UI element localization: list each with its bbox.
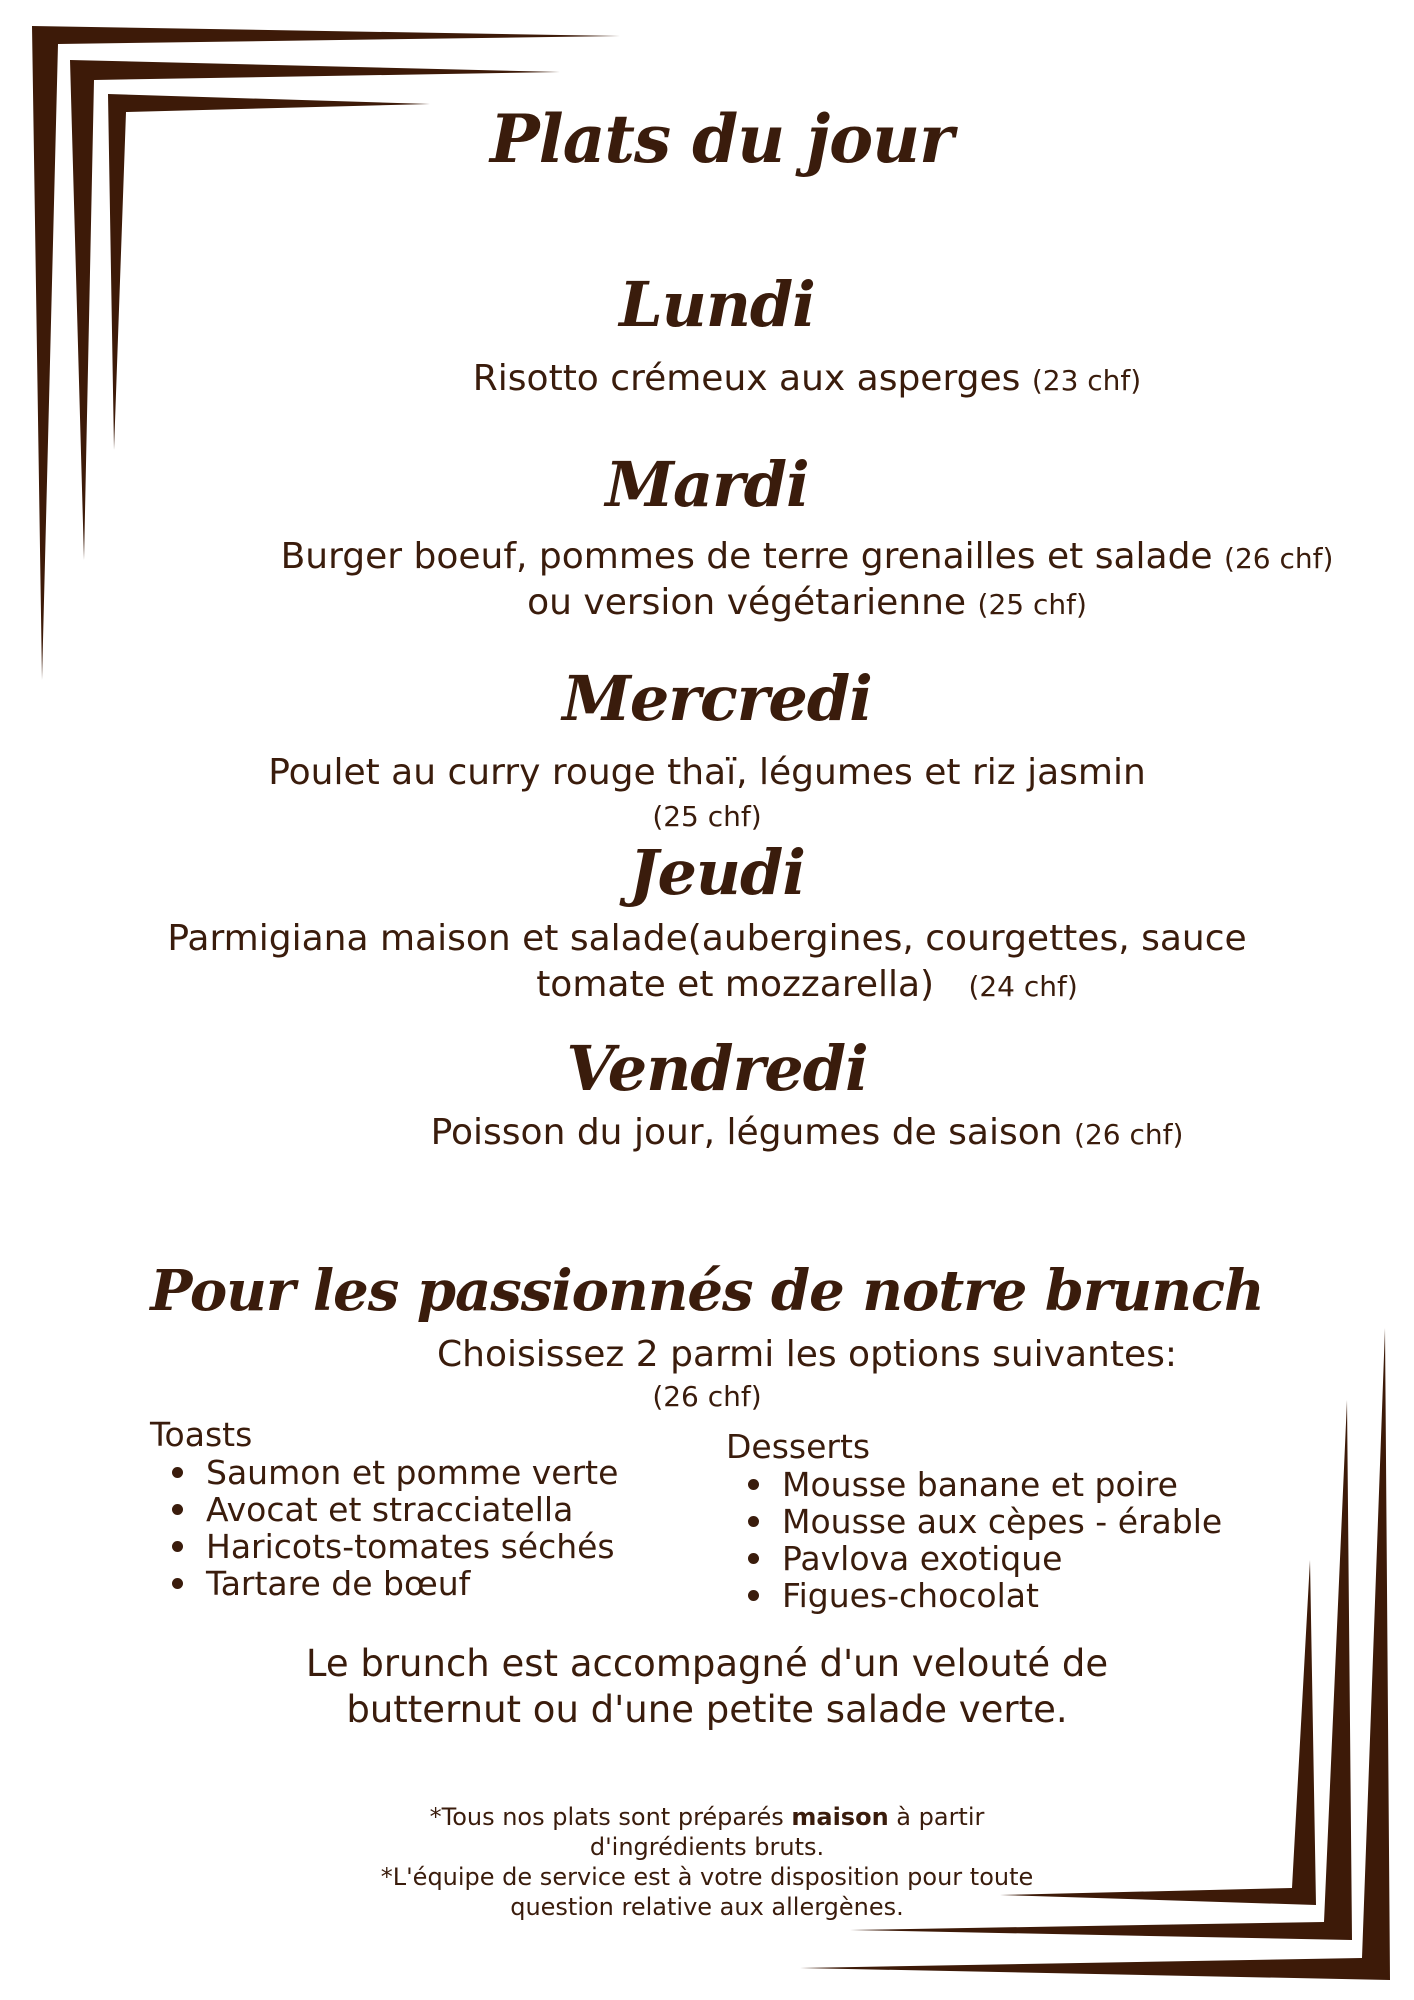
brunch-accompaniment-line-2: butternut ou d'une petite salade verte. xyxy=(346,1688,1068,1731)
bullet-icon xyxy=(172,1467,183,1478)
dish-line-jeudi-1 xyxy=(0,918,1414,959)
footnote-allergens: *L'équipe de service est à votre disposition pour toute xyxy=(380,1863,1034,1891)
desserts-heading: Desserts xyxy=(726,1427,871,1466)
bullet-icon xyxy=(748,1553,759,1564)
dish-name: Burger boeuf, pommes de terre grenailles et salade xyxy=(280,536,1213,577)
bullet-icon xyxy=(172,1504,183,1515)
dish-name: tomate et mozzarella) xyxy=(536,964,935,1005)
dish-line-mardi-1 xyxy=(0,536,1414,577)
footnote-homemade xyxy=(0,1802,1414,1832)
list-item: Tartare de bœuf xyxy=(150,1565,618,1602)
day-heading-mercredi: Mercredi xyxy=(562,662,872,735)
page-title: Plats du jour xyxy=(490,100,953,178)
dish-line-mardi-2 xyxy=(0,582,1414,623)
dish-name: Parmigiana maison et salade(aubergines, courgettes, sauce xyxy=(167,918,1247,959)
dish-price-mercredi: (25 chf) xyxy=(652,800,762,833)
dish-line-jeudi-2 xyxy=(0,964,1414,1005)
day-heading-mardi: Mardi xyxy=(605,448,809,521)
list-item: Avocat et stracciatella xyxy=(150,1491,618,1528)
brunch-accompaniment-line-1: Le brunch est accompagné d'un velouté de xyxy=(305,1642,1109,1685)
dish-price: (26 chf) xyxy=(1074,1118,1184,1151)
brunch-title: Pour les passionnés de notre brunch xyxy=(150,1258,1264,1324)
footnote-bold: maison xyxy=(791,1803,889,1831)
brunch-price: (26 chf) xyxy=(652,1380,762,1413)
footnote-text: *Tous nos plats sont préparés xyxy=(429,1803,792,1831)
footnote-allergens-2: question relative aux allergènes. xyxy=(510,1893,904,1921)
brunch-subtitle: Choisissez 2 parmi les options suivantes: xyxy=(437,1334,1177,1375)
bullet-icon xyxy=(748,1516,759,1527)
footnote-text: à partir xyxy=(888,1803,985,1831)
list-item: Saumon et pomme verte xyxy=(150,1454,618,1491)
dish-name: ou version végétarienne xyxy=(527,582,967,623)
dish-line-lundi xyxy=(0,358,1414,399)
day-heading-vendredi: Vendredi xyxy=(566,1032,868,1105)
dish-name: Risotto crémeux aux asperges xyxy=(472,358,1021,399)
dish-price: (26 chf) xyxy=(1224,542,1334,575)
dish-line-mercredi xyxy=(0,752,1414,793)
bullet-icon xyxy=(748,1479,759,1490)
dish-price: (23 chf) xyxy=(1031,364,1142,397)
dish-name: Poulet au curry rouge thaï, légumes et riz jasmin xyxy=(268,752,1146,793)
dish-name: Poisson du jour, légumes de saison xyxy=(430,1112,1063,1153)
toasts-list xyxy=(150,1416,618,1602)
dish-line-vendredi xyxy=(0,1112,1414,1153)
list-item: Haricots-tomates séchés xyxy=(150,1528,618,1565)
footnote-homemade-2: d'ingrédients bruts. xyxy=(589,1833,825,1861)
dish-price: (24 chf) xyxy=(968,970,1078,1003)
day-heading-jeudi: Jeudi xyxy=(629,836,805,909)
list-item: Mousse aux cèpes - érable xyxy=(726,1503,1222,1540)
dish-price: (25 chf) xyxy=(977,588,1087,621)
bullet-icon xyxy=(172,1578,183,1589)
bullet-icon xyxy=(748,1590,759,1601)
bullet-icon xyxy=(172,1541,183,1552)
day-heading-lundi: Lundi xyxy=(619,268,815,341)
list-item: Pavlova exotique xyxy=(726,1540,1222,1577)
list-item: Figues-chocolat xyxy=(726,1577,1222,1614)
list-item: Mousse banane et poire xyxy=(726,1466,1222,1503)
desserts-list xyxy=(726,1428,1222,1614)
toasts-heading: Toasts xyxy=(150,1415,253,1454)
